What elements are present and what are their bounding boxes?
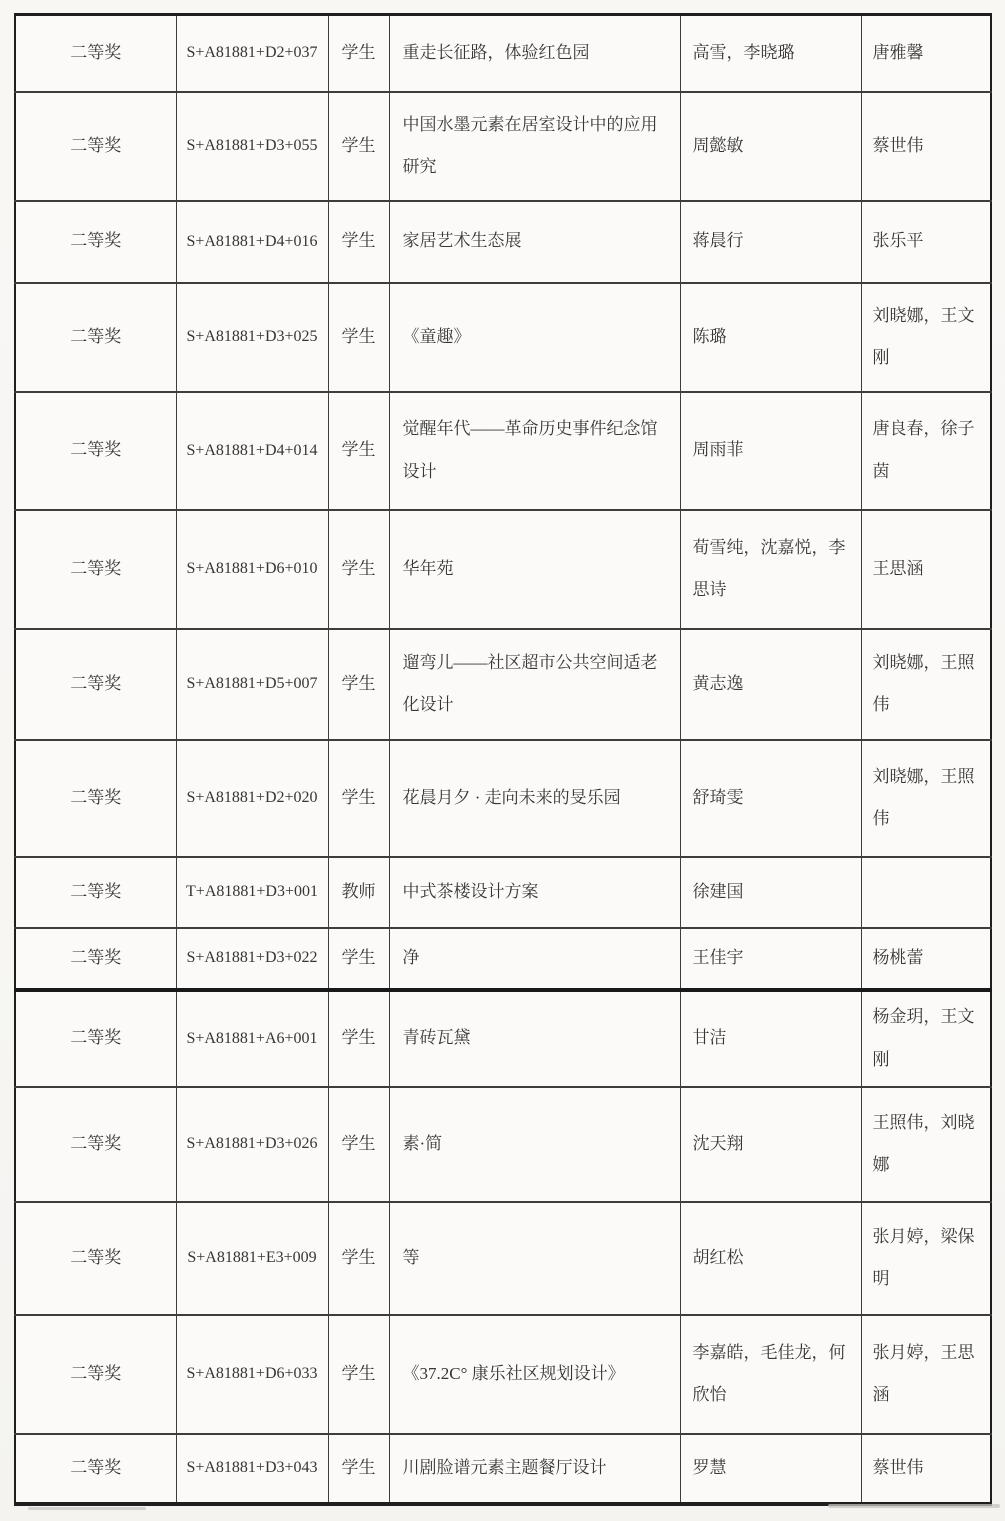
advisors-cell: 唐雅馨 <box>861 15 991 92</box>
code-cell: S+A81881+A6+001 <box>176 990 328 1087</box>
advisors-cell: 王照伟，刘晓娜 <box>861 1087 991 1202</box>
award-cell: 二等奖 <box>15 1434 176 1504</box>
title-cell: 《童趣》 <box>389 283 680 392</box>
group-cell: 教师 <box>328 857 389 928</box>
awards-table <box>14 13 992 1506</box>
table-row <box>15 392 991 510</box>
group-cell: 学生 <box>328 1315 389 1434</box>
table-row <box>15 928 991 990</box>
group-cell: 学生 <box>328 1434 389 1504</box>
table-row <box>15 629 991 740</box>
award-cell: 二等奖 <box>15 629 176 740</box>
code-cell: S+A81881+D2+037 <box>176 15 328 92</box>
award-cell: 二等奖 <box>15 928 176 990</box>
awards-table-body <box>15 15 991 1504</box>
advisors-cell: 蔡世伟 <box>861 92 991 201</box>
award-cell: 二等奖 <box>15 92 176 201</box>
title-cell: 遛弯儿——社区超市公共空间适老化设计 <box>389 629 680 740</box>
authors-cell: 沈天翔 <box>680 1087 861 1202</box>
code-cell: S+A81881+D6+033 <box>176 1315 328 1434</box>
award-cell: 二等奖 <box>15 201 176 283</box>
advisors-cell: 杨金玥，王文刚 <box>861 990 991 1087</box>
code-cell: S+A81881+D3+043 <box>176 1434 328 1504</box>
title-cell: 觉醒年代——革命历史事件纪念馆设计 <box>389 392 680 510</box>
code-cell: S+A81881+D2+020 <box>176 740 328 857</box>
advisors-cell: 王思涵 <box>861 510 991 629</box>
group-cell: 学生 <box>328 510 389 629</box>
authors-cell: 胡红松 <box>680 1202 861 1315</box>
scan-shadow-right <box>828 1504 1000 1508</box>
table-row <box>15 857 991 928</box>
award-cell: 二等奖 <box>15 1202 176 1315</box>
advisors-cell: 刘晓娜，王文刚 <box>861 283 991 392</box>
advisors-cell: 刘晓娜，王照伟 <box>861 740 991 857</box>
code-cell: S+A81881+D3+055 <box>176 92 328 201</box>
advisors-cell <box>861 857 991 928</box>
advisors-cell: 张月婷，梁保明 <box>861 1202 991 1315</box>
authors-cell: 陈璐 <box>680 283 861 392</box>
table-row <box>15 1202 991 1315</box>
title-cell: 家居艺术生态展 <box>389 201 680 283</box>
advisors-cell: 张乐平 <box>861 201 991 283</box>
advisors-cell: 杨桃蕾 <box>861 928 991 990</box>
authors-cell: 李嘉皓，毛佳龙，何欣怡 <box>680 1315 861 1434</box>
title-cell: 青砖瓦黛 <box>389 990 680 1087</box>
authors-cell: 周懿敏 <box>680 92 861 201</box>
title-cell: 素·简 <box>389 1087 680 1202</box>
title-cell: 重走长征路，体验红色园 <box>389 15 680 92</box>
award-cell: 二等奖 <box>15 990 176 1087</box>
code-cell: S+A81881+D4+014 <box>176 392 328 510</box>
title-cell: 净 <box>389 928 680 990</box>
table-row <box>15 510 991 629</box>
award-cell: 二等奖 <box>15 857 176 928</box>
group-cell: 学生 <box>328 283 389 392</box>
table-row <box>15 990 991 1087</box>
authors-cell: 舒琦雯 <box>680 740 861 857</box>
table-row <box>15 15 991 92</box>
title-cell: 《37.2C° 康乐社区规划设计》 <box>389 1315 680 1434</box>
title-cell: 等 <box>389 1202 680 1315</box>
code-cell: S+A81881+D3+026 <box>176 1087 328 1202</box>
award-cell: 二等奖 <box>15 15 176 92</box>
advisors-cell: 唐良春，徐子茵 <box>861 392 991 510</box>
table-row <box>15 201 991 283</box>
authors-cell: 黄志逸 <box>680 629 861 740</box>
award-cell: 二等奖 <box>15 510 176 629</box>
advisors-cell: 刘晓娜，王照伟 <box>861 629 991 740</box>
code-cell: S+A81881+D3+025 <box>176 283 328 392</box>
award-cell: 二等奖 <box>15 392 176 510</box>
table-row <box>15 1434 991 1504</box>
code-cell: T+A81881+D3+001 <box>176 857 328 928</box>
group-cell: 学生 <box>328 1087 389 1202</box>
group-cell: 学生 <box>328 990 389 1087</box>
authors-cell: 徐建国 <box>680 857 861 928</box>
title-cell: 中国水墨元素在居室设计中的应用研究 <box>389 92 680 201</box>
authors-cell: 周雨菲 <box>680 392 861 510</box>
group-cell: 学生 <box>328 1202 389 1315</box>
advisors-cell: 蔡世伟 <box>861 1434 991 1504</box>
authors-cell: 荀雪纯，沈嘉悦，李思诗 <box>680 510 861 629</box>
title-cell: 花晨月夕 · 走向未来的旻乐园 <box>389 740 680 857</box>
table-row <box>15 740 991 857</box>
code-cell: S+A81881+D5+007 <box>176 629 328 740</box>
table-row <box>15 1315 991 1434</box>
title-cell: 川剧脸谱元素主题餐厅设计 <box>389 1434 680 1504</box>
award-cell: 二等奖 <box>15 1087 176 1202</box>
table-row <box>15 92 991 201</box>
authors-cell: 王佳宇 <box>680 928 861 990</box>
scan-shadow-left <box>28 1507 146 1510</box>
group-cell: 学生 <box>328 201 389 283</box>
code-cell: S+A81881+D6+010 <box>176 510 328 629</box>
award-cell: 二等奖 <box>15 740 176 857</box>
group-cell: 学生 <box>328 92 389 201</box>
award-cell: 二等奖 <box>15 283 176 392</box>
authors-cell: 甘洁 <box>680 990 861 1087</box>
advisors-cell: 张月婷，王思涵 <box>861 1315 991 1434</box>
award-cell: 二等奖 <box>15 1315 176 1434</box>
code-cell: S+A81881+D4+016 <box>176 201 328 283</box>
group-cell: 学生 <box>328 15 389 92</box>
group-cell: 学生 <box>328 629 389 740</box>
authors-cell: 高雪，李晓璐 <box>680 15 861 92</box>
table-row <box>15 283 991 392</box>
title-cell: 中式茶楼设计方案 <box>389 857 680 928</box>
authors-cell: 罗慧 <box>680 1434 861 1504</box>
group-cell: 学生 <box>328 740 389 857</box>
code-cell: S+A81881+D3+022 <box>176 928 328 990</box>
code-cell: S+A81881+E3+009 <box>176 1202 328 1315</box>
title-cell: 华年苑 <box>389 510 680 629</box>
table-row <box>15 1087 991 1202</box>
group-cell: 学生 <box>328 928 389 990</box>
group-cell: 学生 <box>328 392 389 510</box>
authors-cell: 蒋晨行 <box>680 201 861 283</box>
